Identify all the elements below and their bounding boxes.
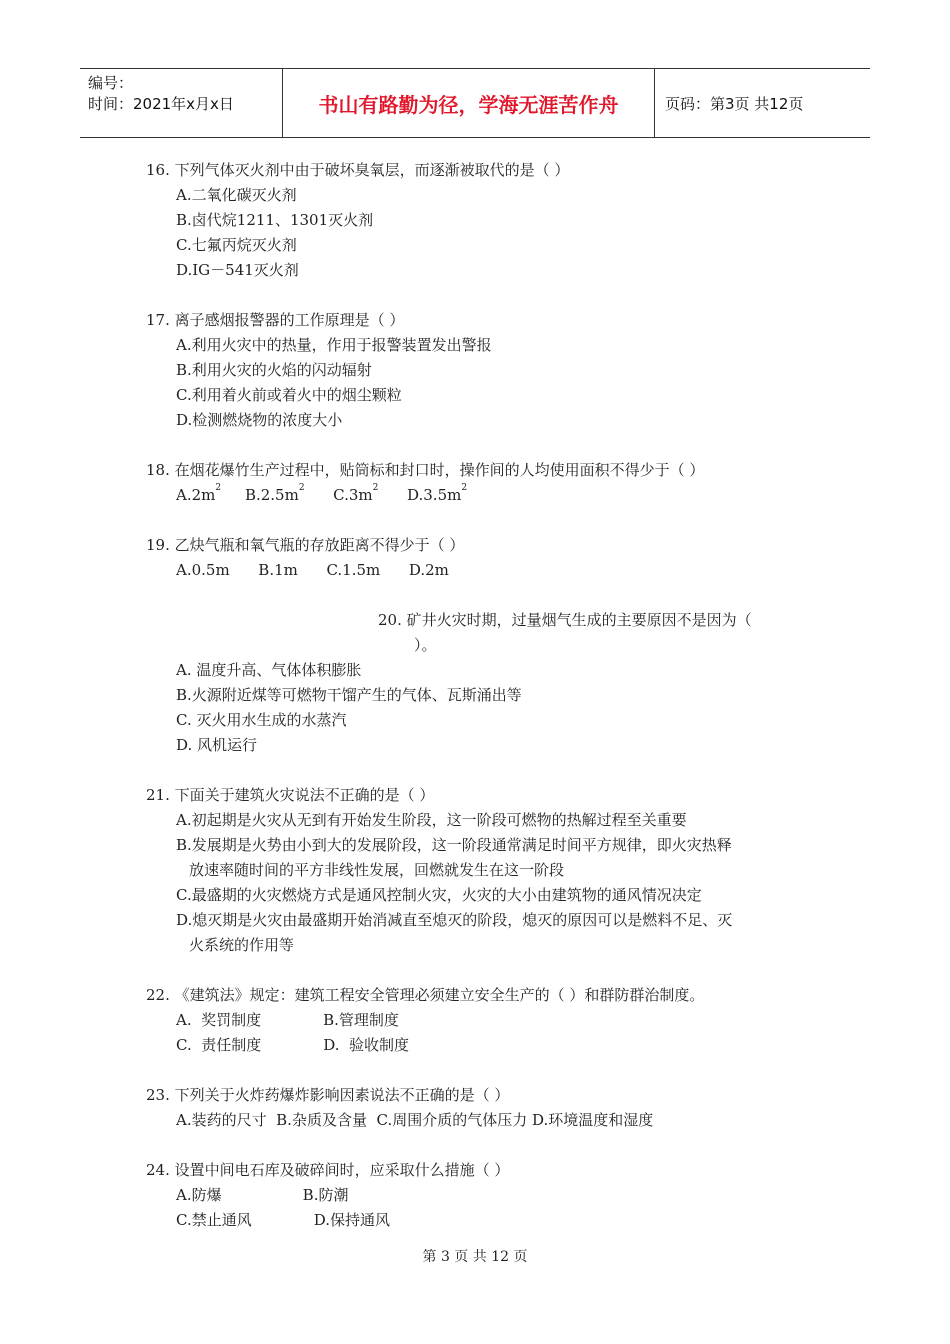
header-meta [80,69,282,137]
question-stem: 17. 离子感烟报警器的工作原理是（ ） [146,311,405,329]
question-22 [146,983,826,1058]
option-b: B.管理制度 [323,1011,399,1029]
option-a: A.防爆 [176,1186,222,1204]
option-a: A.初起期是火灾从无到有开始发生阶段，这一阶段可燃物的热解过程至关重要 [176,811,687,829]
question-18 [146,458,826,508]
option-d: D.保持通风 [313,1211,390,1229]
option-b-continued: 放速率随时间的平方非线性发展，回燃就发生在这一阶段 [189,861,565,879]
question-21 [146,783,826,958]
options-row [146,1108,826,1133]
question-stem: 21. 下面关于建筑火灾说法不正确的是（ ） [146,786,435,804]
option-b: B.发展期是火势由小到大的发展阶段，这一阶段通常满足时间平方规律，即火灾热释 [176,836,732,854]
time-label: 时间：2021年x月x日 [88,95,234,113]
option-c: C.3m [333,486,373,504]
question-16 [146,158,826,283]
options-row [146,558,826,583]
option-d: D.环境温度和湿度 [532,1111,654,1129]
option-c: C.1.5m [326,561,381,579]
option-d: D. 风机运行 [176,736,258,754]
option-b: B.杂质及含量 [276,1111,367,1129]
question-23 [146,1083,826,1133]
option-b: B.利用火灾的火焰的闪动辐射 [176,361,372,379]
option-d: D.3.5m [407,486,462,504]
page-footer: 第 3 页 共 12 页 [422,1249,528,1265]
question-17 [146,308,826,433]
option-d: D.IG－541灭火剂 [176,261,299,279]
page-header [80,68,870,138]
question-stem: 22. 《建筑法》规定：建筑工程安全管理必须建立安全生产的（ ）和群防群治制度。 [146,986,705,1004]
option-c: C.七氟丙烷灭火剂 [176,236,297,254]
header-motto: 书山有路勤为径，学海无涯苦作舟 [282,69,655,137]
unit-superscript: 2 [372,483,379,493]
options-row [146,1008,826,1033]
options-row [146,1183,826,1208]
option-c: C.周围介质的气体压力 [376,1111,528,1129]
question-stem: 18. 在烟花爆竹生产过程中，贴筒标和封口时，操作间的人均使用面积不得少于（ ） [146,461,705,479]
question-20 [146,608,826,758]
option-d: D.熄灭期是火灾由最盛期开始消减直至熄灭的阶段，熄灭的原因可以是燃料不足、灭 [176,911,733,929]
option-d-continued: 火系统的作用等 [189,936,295,954]
option-b: B.防潮 [302,1186,349,1204]
option-a: A.装药的尺寸 [176,1111,267,1129]
options-row [146,1033,826,1058]
option-b: B.1m [258,561,298,579]
serial-label: 编号： [88,74,134,92]
unit-superscript: 2 [215,483,222,493]
option-c: C. 责任制度 [176,1036,262,1054]
option-a: A.二氧化碳灭火剂 [176,186,297,204]
header-page-info: 页码：第3页 共12页 [665,94,804,113]
question-stem: 16. 下列气体灭火剂中由于破坏臭氧层，而逐渐被取代的是（ ） [146,161,570,179]
option-a: A.利用火灾中的热量，作用于报警装置发出警报 [176,336,492,354]
option-d: D.2m [408,561,449,579]
option-b: B.卤代烷1211、1301灭火剂 [176,211,374,229]
question-stem: 23. 下列关于火炸药爆炸影响因素说法不正确的是（ ） [146,1086,510,1104]
option-c: C. 灭火用水生成的水蒸汽 [176,711,347,729]
option-a: A.0.5m [176,561,230,579]
unit-superscript: 2 [298,483,305,493]
question-stem: 24. 设置中间电石库及破碎间时，应采取什么措施（ ） [146,1161,510,1179]
option-a: A.2m [176,486,216,504]
question-24 [146,1158,826,1233]
question-19 [146,533,826,583]
option-a: A. 温度升高、气体体积膨胀 [176,661,362,679]
question-list [146,158,826,1258]
option-a: A. 奖罚制度 [176,1011,262,1029]
option-c: C.最盛期的火灾燃烧方式是通风控制火灾，火灾的大小由建筑物的通风情况决定 [176,886,702,904]
options-row [146,483,826,508]
option-b: B.火源附近煤等可燃物干馏产生的气体、瓦斯涌出等 [176,686,522,704]
option-c: C.禁止通风 [176,1211,252,1229]
options-row [146,1208,826,1233]
option-b: B.2.5m [244,486,299,504]
option-d: D.检测燃烧物的浓度大小 [176,411,343,429]
question-stem-continued: ）。 [414,636,437,654]
option-d: D. 验收制度 [323,1036,410,1054]
question-stem: 19. 乙炔气瓶和氧气瓶的存放距离不得少于（ ） [146,536,465,554]
option-c: C.利用着火前或着火中的烟尘颗粒 [176,386,402,404]
question-stem: 20. 矿井火灾时期，过量烟气生成的主要原因不是因为（ [378,611,752,629]
unit-superscript: 2 [461,483,468,493]
